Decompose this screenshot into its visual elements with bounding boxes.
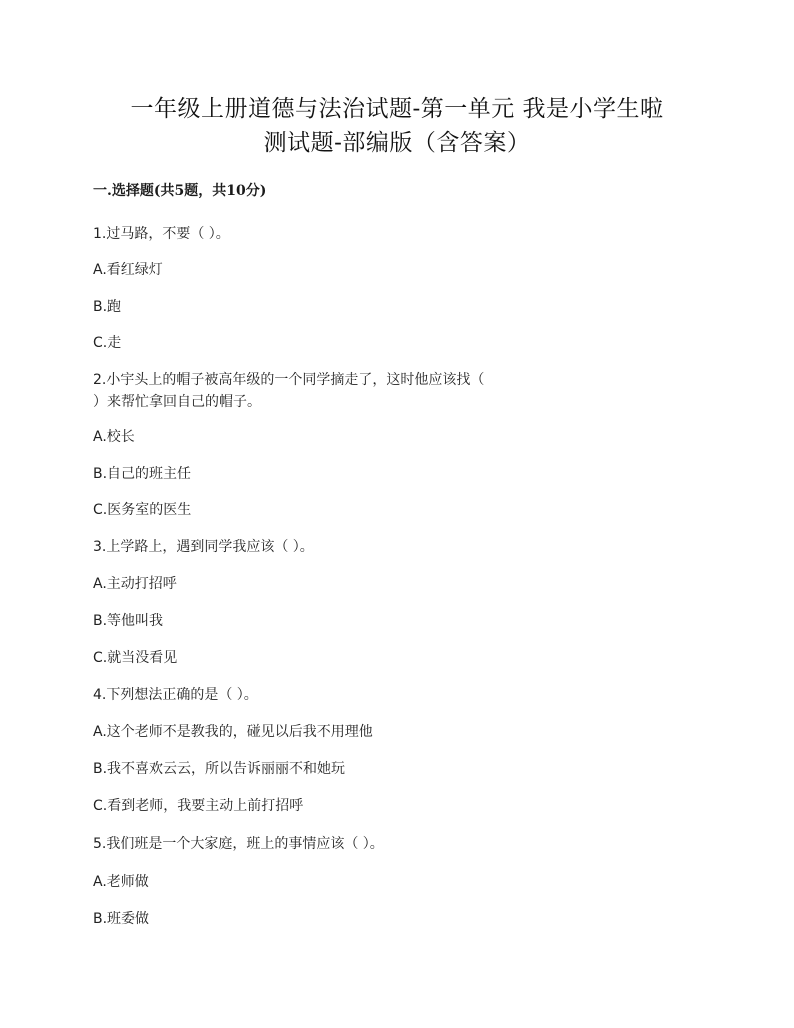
question-4-option-a: A.这个老师不是教我的，碰见以后我不用理他 (93, 724, 373, 740)
question-4-stem: 4.下列想法正确的是（ ）。 (93, 687, 258, 703)
question-3-option-b: B.等他叫我 (93, 613, 164, 629)
question-3-option-a: A.主动打招呼 (93, 576, 177, 592)
document-title-line-1: 一年级上册道德与法治试题-第一单元 我是小学生啦 (130, 96, 664, 122)
question-1-option-b: B.跑 (93, 299, 122, 315)
question-4-option-b: B.我不喜欢云云，所以告诉丽丽不和她玩 (93, 761, 346, 777)
question-5-stem: 5.我们班是一个大家庭，班上的事情应该（ ）。 (93, 836, 384, 852)
question-1-option-c: C.走 (93, 335, 122, 351)
question-5-option-a: A.老师做 (93, 874, 149, 890)
question-4-option-c: C.看到老师，我要主动上前打招呼 (93, 798, 304, 814)
question-2-stem: 2.小宇头上的帽子被高年级的一个同学摘走了，这时他应该找（ (93, 372, 485, 388)
question-2-option-a: A.校长 (93, 429, 135, 445)
question-2-stem-continued: ）来帮忙拿回自己的帽子。 (93, 394, 261, 410)
question-2-option-c: C.医务室的医生 (93, 502, 192, 518)
question-5-option-b: B.班委做 (93, 911, 150, 927)
question-2-option-b: B.自己的班主任 (93, 466, 192, 482)
question-1-option-a: A.看红绿灯 (93, 262, 163, 278)
question-3-option-c: C.就当没看见 (93, 650, 178, 666)
question-1-stem: 1.过马路，不要（ ）。 (93, 226, 230, 242)
document-title-line-2: 测试题-部编版（含答案） (263, 130, 531, 156)
question-3-stem: 3.上学路上，遇到同学我应该（ ）。 (93, 539, 314, 555)
section-heading: 一.选择题(共5题，共10分) (93, 183, 267, 199)
